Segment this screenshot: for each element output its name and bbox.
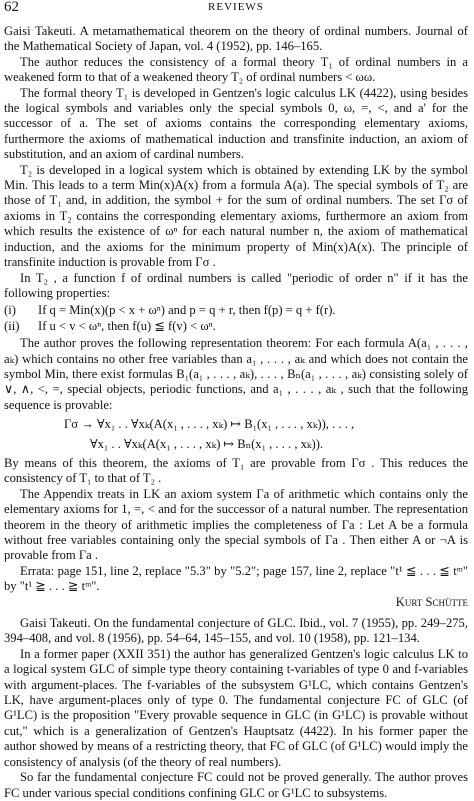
review-paragraph: The author reduces the consistency of a formal theory T₁ of ordinal numbers in a weakened form to that of a weakened theory T₂ of ordinal numbers < ωω. bbox=[4, 54, 468, 85]
list-item-text: If u < v < ωⁿ, then f(u) ≦ f(v) < ωⁿ. bbox=[38, 318, 216, 333]
displayed-formula: Γσ → ∀x₁ . . ∀xₖ(A(x₁ , . . . , xₖ) ↦ B₁(x₁ , . . . , xₖ)), . . . , bbox=[64, 417, 355, 432]
review-paragraph: The formal theory T₁ is developed in Gentzen's logic calculus LK (4422), using besides the logical symbols and variables only the special symbols 0, ω, =, <, and a' for the successor of a. The set of axioms contains the corresponding elementary axioms, furthermore the axioms of mathematical induction and transfinite induction, an axiom of substitution, and an axiom of cardinal numbers. bbox=[4, 85, 468, 162]
review-paragraph: The Appendix treats in LK an axiom system Γa of arithmetic which contains only the elementary axioms for 1, =, < and for the successor of a natural number. The representation theorem in the theory of arithmetic implies the completeness of Γa : Let A be a formula without free variables containing only the special symbols of Γa . Then either A or ¬A is provable from Γa . bbox=[4, 486, 468, 563]
review-paragraph: In T₂ , a function f of ordinal numbers is called "periodic of order n" if it has the following properties: bbox=[4, 270, 468, 300]
list-item-number: (i) bbox=[4, 303, 16, 318]
property-list bbox=[4, 303, 468, 334]
list-item bbox=[4, 319, 468, 334]
list-item bbox=[4, 303, 468, 318]
list-item-number: (ii) bbox=[4, 318, 20, 333]
review-takeuti-glc bbox=[4, 616, 468, 801]
reviewer-name: Kurt Schütte bbox=[395, 594, 468, 609]
running-title: REVIEWS bbox=[208, 1, 264, 13]
review-takeuti-1952 bbox=[4, 24, 468, 610]
review-paragraph: T₂ is developed in a logical system which is obtained by extending LK by the symbol Min. This leads to a term Min(x)A(x) from a formula A(a). The special symbols of T₂ are those of T₁ and, in addition, the symbol + for the sum of ordinal numbers. The set Γσ of axioms in T₂ contains the corresponding elementary axioms, furthermore an axiom from which results the existence of ωⁿ for each natural number n, the axiom of mathematical induction, and the axioms for the minimum property of Min(x)A(x). The principle of transfinite induction is provable from Γσ . bbox=[4, 162, 468, 270]
displayed-formula: ∀x₁ . . ∀xₖ(A(x₁ , . . . , xₖ) ↦ Bₙ(x₁ , . . . , xₖ)). bbox=[90, 436, 324, 451]
review-paragraph: By means of this theorem, the axioms of T₁ are provable from Γσ . This reduces the consistency of T₁ to that of T₂ . bbox=[4, 455, 468, 486]
review-paragraph: The author proves the following representation theorem: For each formula A(a₁ , . . . , aₖ) which contains no other free variables than a₁ , . . . , aₖ and which does not contain the symbol Min, there exist formulas B₁(a₁ , . . . , aₖ), . . . , Bₙ(a₁ , . . . , aₖ) consisting solely of ∨, ∧, <, =, special objects, periodic functions, and a₁ , . . . , aₖ , such that the following sequence is provable: bbox=[4, 336, 468, 412]
page-number: 62 bbox=[4, 0, 19, 15]
review-paragraph: In a former paper (XXII 351) the author has generalized Gentzen's logic calculus LK to a logical system GLC of simple type theory containing t-variables of type 0 and f-variables with argument-places. The f-variables of the subsystem G¹LC, which contains Gentzen's LK, have argument-places only of type 0. The fundamental conjecture FC of GLC (of G¹LC) is the proposition "Every provable sequence in GLC (in G¹LC) is provable without cut," which is a generalization of Gentzen's Hauptsatz (4422). In his former paper the author showed by means of a restricting theory, that FC of GLC (of G¹LC) would imply the consistency of analysis (of the theory of real numbers). bbox=[4, 646, 468, 769]
reviewer-signature bbox=[4, 595, 468, 610]
errata-note: Errata: page 151, line 2, replace "5.3" by "5.2"; page 157, line 2, replace "t¹ ≦ . . . ≦ tᵐ" by "t¹ ≧ . . . ≧ tᵐ". bbox=[4, 563, 468, 594]
page-header bbox=[4, 0, 468, 20]
review-paragraph: So far the fundamental conjecture FC could not be proved generally. The author proves FC under various special conditions confining GLC or G¹LC to subsystems. bbox=[4, 770, 468, 800]
review-citation: Gaisi Takeuti. A metamathematical theorem on the theory of ordinal numbers. Journal of the Mathematical Society of Japan, vol. 4 (1952), pp. 146–165. bbox=[4, 24, 468, 54]
review-citation: Gaisi Takeuti. On the fundamental conjecture of GLC. Ibid., vol. 7 (1955), pp. 249–275, 394–408, and vol. 8 (1956), pp. 54–64, 145–155, and vol. 10 (1958), pp. 121–134. bbox=[4, 616, 468, 646]
list-item-text: If q = Min(x)(p < x + ωⁿ) and p = q + r, then f(p) = q + f(r). bbox=[38, 303, 336, 318]
